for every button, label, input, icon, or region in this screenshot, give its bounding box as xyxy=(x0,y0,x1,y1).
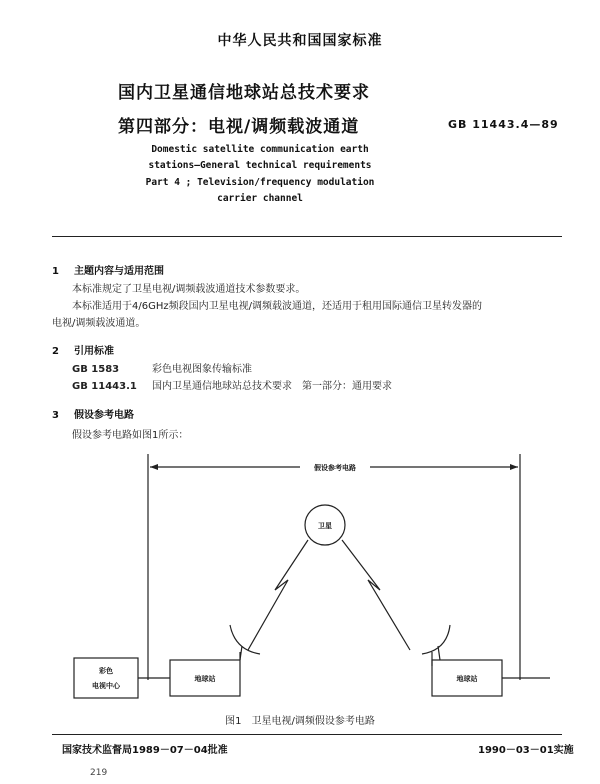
title-english-line3: Part 4 ; Television/frequency modulation xyxy=(145,177,375,188)
reference-code: GB 1583 xyxy=(72,364,120,375)
section-title: 主题内容与适用范围 xyxy=(74,266,164,277)
standard-number: GB 11443.4—89 xyxy=(448,118,559,131)
title-english-line2: stations—General technical requirements xyxy=(148,160,372,171)
span-label: 假设参考电路 xyxy=(314,464,356,472)
tv-center-box xyxy=(74,658,138,698)
right-earth-station-label: 地球站 xyxy=(456,675,478,683)
tv-center-label-line1: 彩色 xyxy=(99,667,113,675)
left-antenna-dish-icon xyxy=(230,625,260,654)
arrowhead-left-icon xyxy=(150,464,158,470)
section-number: 1 xyxy=(52,266,59,277)
section-number: 2 xyxy=(52,346,59,357)
footer-rule xyxy=(52,734,562,735)
title-chinese-line1: 国内卫星通信地球站总技术要求 xyxy=(118,83,370,103)
reference-item xyxy=(72,360,252,375)
section-1-paragraph-2: 本标准适用于4/6GHz频段国内卫星电视/调频载波通道，还适用于租用国际通信卫星转发器的 xyxy=(72,301,482,312)
reference-title: 彩色电视图象传输标准 xyxy=(152,364,252,375)
section-title: 假设参考电路 xyxy=(74,410,134,421)
reference-code: GB 11443.1 xyxy=(72,381,137,392)
title-chinese-line2: 第四部分：电视/调频载波通道 xyxy=(118,117,360,137)
figure-caption: 图1 卫星电视/调频假设参考电路 xyxy=(225,716,375,727)
downlink-path xyxy=(342,540,410,650)
reference-item xyxy=(72,377,392,392)
issuer-line: 国家技术监督局1989－07－04批准 xyxy=(62,745,228,756)
section-3-heading xyxy=(52,406,134,421)
reference-title: 国内卫星通信地球站总技术要求 第一部分：通用要求 xyxy=(152,381,392,392)
document-header: 中华人民共和国国家标准 xyxy=(217,33,383,49)
effective-date: 1990－03－01实施 xyxy=(478,745,574,756)
right-antenna-dish-icon xyxy=(422,625,450,654)
section-title: 引用标准 xyxy=(74,346,114,357)
arrowhead-right-icon xyxy=(510,464,518,470)
section-3-paragraph-1: 假设参考电路如图1所示： xyxy=(72,430,189,441)
uplink-path xyxy=(248,540,308,650)
section-number: 3 xyxy=(52,410,59,421)
section-2-heading xyxy=(52,342,114,357)
tv-center-label-line2: 电视中心 xyxy=(92,682,120,690)
figure-hypothetical-reference-circuit xyxy=(50,440,570,710)
header-rule xyxy=(52,236,562,237)
page-number: 219 xyxy=(90,768,108,778)
section-1-paragraph-1: 本标准规定了卫星电视/调频载波通道技术参数要求。 xyxy=(72,284,306,295)
satellite-label: 卫星 xyxy=(318,522,332,530)
section-1-paragraph-3: 电视/调频载波通道。 xyxy=(52,318,146,329)
right-antenna-mount xyxy=(438,646,440,660)
title-english-line4: carrier channel xyxy=(217,193,303,204)
section-1-heading xyxy=(52,262,164,277)
title-english-line1: Domestic satellite communication earth xyxy=(151,144,369,155)
left-earth-station-label: 地球站 xyxy=(194,675,216,683)
